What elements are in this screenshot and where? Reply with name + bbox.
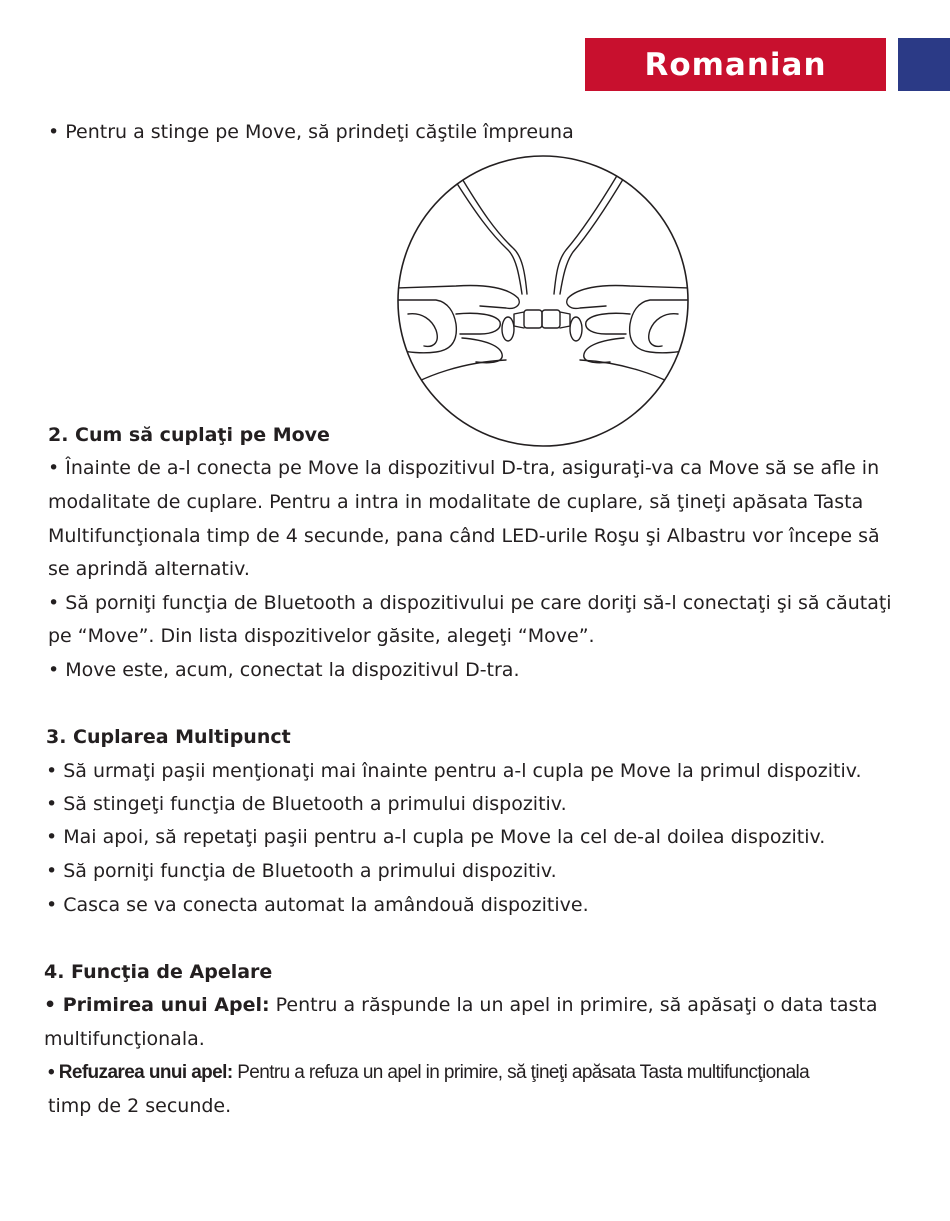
pairing-line: pe “Move”. Din lista dispozitivelor găsite, alegeţi “Move”.: [48, 625, 595, 647]
reject-call-label: • Refuzarea unui apel:: [48, 1062, 233, 1083]
reject-call-continuation: timp de 2 secunde.: [48, 1095, 232, 1117]
hands-joining-earbuds-icon: [396, 154, 690, 448]
pairing-line: • Să porniţi funcţia de Bluetooth a dispozitivului pe care doriţi să-l conectaţi şi să căutaţi: [48, 592, 892, 614]
turn-off-instruction: • Pentru a stinge pe Move, să prindeţi căştile împreuna: [48, 121, 574, 143]
language-badge: [585, 38, 886, 91]
pairing-line: • Înainte de a-l conecta pe Move la dispozitivul D-tra, asiguraţi-va ca Move să se afle in: [48, 457, 880, 479]
receive-call-line: [44, 993, 878, 1017]
multipoint-line: • Să stingeţi funcţia de Bluetooth a primului dispozitiv.: [46, 793, 567, 815]
pairing-heading: 2. Cum să cuplaţi pe Move: [48, 424, 330, 446]
reject-call-line: [48, 1061, 809, 1085]
multipoint-line: • Mai apoi, să repetaţi paşii pentru a-l cupla pe Move la cel de-al doilea dispozitiv.: [46, 826, 826, 848]
reject-call-text: Pentru a refuza un apel in primire, să ţineţi apăsata Tasta multifuncţionala: [232, 1062, 810, 1083]
page-tab: [898, 38, 950, 91]
multipoint-line: • Să porniţi funcţia de Bluetooth a primului dispozitiv.: [46, 860, 557, 882]
multipoint-heading: 3. Cuplarea Multipunct: [46, 726, 291, 748]
calling-heading: 4. Funcţia de Apelare: [44, 961, 273, 983]
multipoint-line: • Casca se va conecta automat la amândouă dispozitive.: [46, 894, 589, 916]
receive-call-text: Pentru a răspunde la un apel in primire, să apăsaţi o data tasta: [269, 994, 878, 1016]
pairing-line: Multifuncţionala timp de 4 secunde, pana când LED-urile Roşu şi Albastru vor începe să: [48, 525, 880, 547]
pairing-line: • Move este, acum, conectat la dispozitivul D-tra.: [48, 659, 520, 681]
receive-call-continuation: multifuncţionala.: [44, 1028, 205, 1050]
pairing-line: modalitate de cuplare. Pentru a intra in modalitate de cuplare, să ţineţi apăsata Tasta: [48, 491, 864, 513]
pairing-line: se aprindă alternativ.: [48, 558, 250, 580]
multipoint-line: • Să urmaţi paşii menţionaţi mai înainte pentru a-l cupla pe Move la primul dispozitiv.: [46, 760, 862, 782]
language-label: Romanian: [644, 46, 827, 83]
receive-call-label: • Primirea unui Apel:: [44, 994, 270, 1016]
